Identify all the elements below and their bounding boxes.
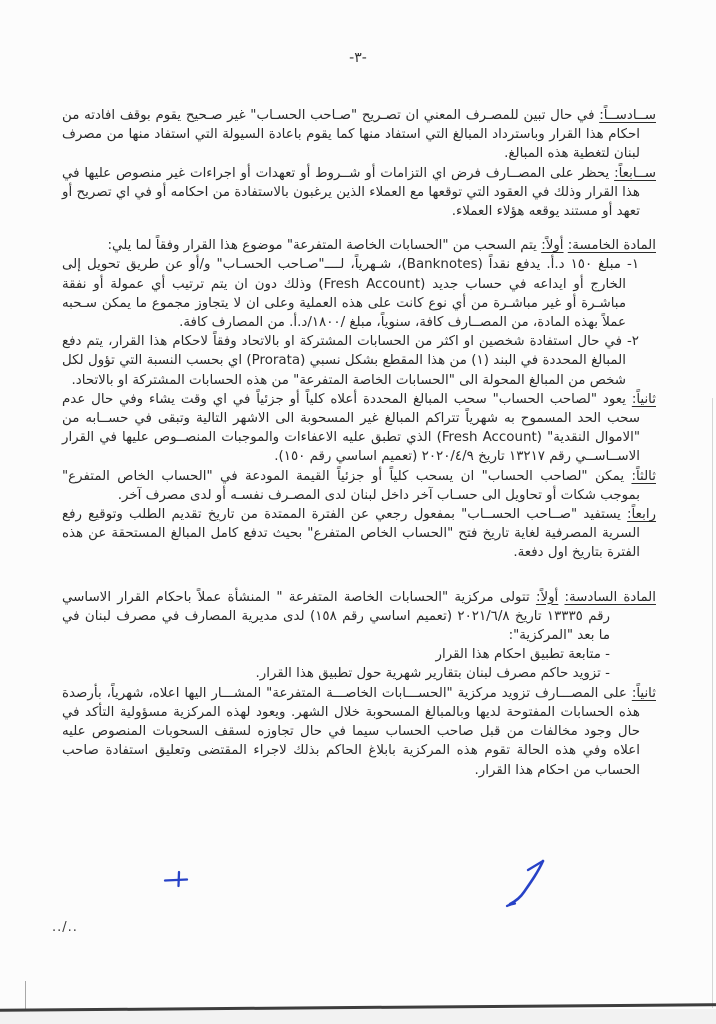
article-six-label: المادة السادسة: <box>564 589 656 605</box>
pen-plus-mark <box>163 870 191 888</box>
clause-seventh <box>62 164 656 222</box>
article-five-item-2 <box>62 332 656 390</box>
article-six-bullet-2: - تزويد حاكم مصرف لبنان بتقارير شهرية حول تطبيق هذا القرار. <box>255 666 610 682</box>
page-number: -٣- <box>349 50 367 66</box>
page-left-edge <box>25 981 26 1009</box>
article-five-third-text: يمكن "لصاحب الحساب" ان يسحب كلياً أو جزئياً القيمة المودعة في "الحساب الخاص المتفرع" بموجب شكات أو تحاويل الى حسـاب آخر داخل لبنان لدى المصـرف نفسـه أو لدى مصرف آخر. <box>62 468 640 503</box>
article-five-intro: يتم السحب من "الحسابات الخاصة المتفرعة" موضوع هذا القرار وفقاً لما يلي: <box>107 238 537 254</box>
clause-sixth-text: في حال تبين للمصـرف المعني ان تصـريح "صـاحب الحسـاب" غير صـحيح يقوم بوقف افادته من احكام هذا القرار وباسترداد المبالغ التي استفاد منها كما يقوم باعادة السيولة التي استفاد منها من مصرف لبنان لتغطية هذه المبالغ. <box>62 108 640 162</box>
article-five-items <box>62 255 656 389</box>
article-five-fourth-label: رابعاً: <box>627 507 657 523</box>
scanner-background <box>0 1009 716 1024</box>
article-five-third <box>62 467 656 505</box>
article-six-intro: تتولى مركزية "الحسابات الخاصة المتفرعة " المنشأة عملاً باحكام القرار الاساسي رقم ١٣٣٣٥ تاريخ ٢٠٢١/٦/٨ (تعميم اساسي رقم ١٥٨) لدى مديرية المصارف في مصرف لبنان في ما بعد "المركزية": <box>62 589 610 644</box>
article-five-first-label: أولاً: <box>541 238 564 254</box>
item-2-marker: ٢- <box>626 334 639 350</box>
article-five-label: المادة الخامسة: <box>567 238 656 254</box>
article-six-second-label: ثانياً: <box>631 685 656 701</box>
clause-seventh-label: ســابعاً: <box>614 165 656 181</box>
pen-arrow-mark <box>504 854 552 908</box>
article-six-heading <box>62 588 656 646</box>
article-five-second-text: يعود "لصاحب الحساب" سحب المبالغ المحددة أعلاه كلياً أو جزئياً في اي وقت يشاء وفي حال عدم سحب الحد المسموح به شهرياً تتراكم المبالغ غير المسحوبة الى الاشهر التالية وتبقى في حســابه من "الاموال النقدية" (Fresh Account) الذي تطبق عليه الاعفاءات والموجبات المنصــوص عليها في القرار الاســاســي رقم ١٣٢١٧ تاريخ ٢٠٢٠/٤/٩ (تعميم اساسي رقم ١٥٠). <box>62 391 641 465</box>
paragraph-gap <box>62 221 656 236</box>
page-right-edge <box>712 398 713 1008</box>
article-five-fourth-text: يستفيد "صــاحب الحســاب" بمفعول رجعي عن الفترة الممتدة من تاريخ تقديم الطلب وتوقيع رفع السرية المصرفية لغاية تاريخ فتح "الحساب الخاص المتفرع" بحيث تدفع كامل المبالغ المستحقة عن هذه الفترة بتاريخ اول دفعة. <box>62 507 640 561</box>
article-five-fourth <box>62 505 656 563</box>
continuation-mark: ../.. <box>52 920 78 935</box>
item-1-marker: ١- <box>626 257 640 273</box>
clause-sixth <box>62 106 656 164</box>
article-six-second <box>62 684 656 780</box>
paragraph-gap <box>62 563 656 588</box>
article-six-bullet-1: - متابعة تطبيق احكام هذا القرار <box>435 647 610 663</box>
clause-sixth-label: ســادســاً: <box>599 108 656 123</box>
article-six-second-text: على المصـــارف تزويد مركزية "الحســـابات الخاصـــة المتفرعة" المشـــار اليها اعلاه، شهرياً، بأرصدة هذه الحسابات المفتوحة لديها وبالمبالغ المسحوبة خلال الشهر. ويعود لهذه المركزية مسؤولية التأكد في حال وجود مخالفات من قبل صاحب الحساب سيما في حال تجاوزه لسقف السحوبات المنصوص عليه اعلاه وفي هذه الحالة تقوم هذه المركزية بابلاغ الحاكم بذلك لاجراء المقتضى وتعليق استفادة صاحب الحساب من احكام هذا القرار. <box>62 685 640 778</box>
article-five-heading <box>62 236 656 255</box>
article-five-second <box>62 390 656 467</box>
article-five-item-1 <box>62 255 656 332</box>
item-1-text: مبلغ ١٥٠ د.أ. يدفع نقداً (Banknotes)، شـهرياً، لــــ"صـاحب الحسـاب" و/أو عن طريق تحويل إلى الخارج أو ايداعه في حساب جديد (Fresh Account) وذلك دون ان يتم ترتيب أي عمولة أو نفقة مباشـرة أو غير مباشـرة من أي نوع كانت على هذه العملية وعلى ان لا يتجاوز مجموع ما يمكن سـحبه عملاً بهذه المادة، من المصــارف كافة، سنوياً، مبلغ /١٨٠٠/د.أ. من المصارف كافة. <box>62 257 627 331</box>
document-body <box>0 66 716 780</box>
article-five-second-label: ثانياً: <box>631 391 656 407</box>
article-six-first-label: أولاً: <box>535 589 559 605</box>
clause-seventh-text: يحظر على المصــارف فرض اي التزامات أو شــروط أو تعهدات أو اجراءات غير منصوص عليها في هذا القرار وذلك في العقود التي توقعها مع العملاء الذين يرغبون بالاستفادة من احكامه أو في اي تصريح أو تعهد أو مستند يوقعه هؤلاء العملاء. <box>62 165 640 220</box>
article-five-third-label: ثالثاً: <box>631 468 656 484</box>
item-2-text: في حال استفادة شخصين او اكثر من الحسابات المشتركة او بالاتحاد وفقاً لاحكام هذا القرار، يتم دفع المبالغ المحددة في البند (١) من هذا المقطع بشكل نسبي (Prorata) اي بحسب النسبة التي تؤول لكل شخص من المبالغ المحولة الى "الحسابات الخاصة المتفرعة" من هذه الحسابات المشتركة او بالاتحاد. <box>62 334 626 388</box>
